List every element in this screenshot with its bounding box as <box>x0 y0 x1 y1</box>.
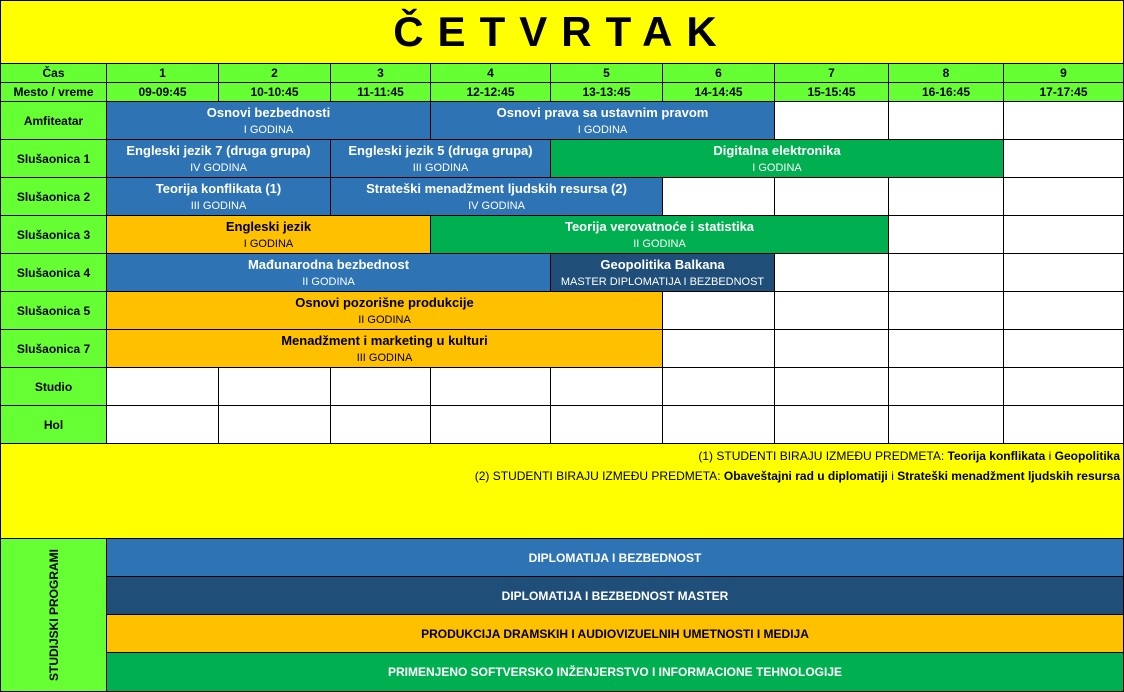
class-year: I GODINA <box>243 124 294 136</box>
empty-slot <box>888 329 1004 368</box>
empty-slot <box>662 367 775 406</box>
room-label: Slušaonica 4 <box>0 253 107 292</box>
empty-slot <box>1003 367 1124 406</box>
slot-time: 11-11:45 <box>330 82 431 102</box>
slot-time: 13-13:45 <box>550 82 663 102</box>
program-legend-item: PRODUKCIJA DRAMSKIH I AUDIOVIZUELNIH UMETNOSTI I MEDIJA <box>106 614 1124 653</box>
empty-slot <box>888 291 1004 330</box>
class-year: I GODINA <box>752 162 802 174</box>
room-label: Hol <box>0 405 107 444</box>
class-name: Engleski jezik <box>225 219 312 234</box>
empty-slot <box>888 101 1004 140</box>
room-label: Slušaonica 7 <box>0 329 107 368</box>
slot-number: 2 <box>218 63 331 83</box>
empty-slot <box>774 405 889 444</box>
empty-slot <box>888 253 1004 292</box>
room-label: Slušaonica 1 <box>0 139 107 178</box>
room-label: Slušaonica 2 <box>0 177 107 216</box>
empty-slot <box>218 367 331 406</box>
class-block[interactable] <box>106 177 331 216</box>
slot-number: 6 <box>662 63 775 83</box>
empty-slot <box>550 405 663 444</box>
empty-slot <box>330 405 431 444</box>
class-year: II GODINA <box>358 314 411 326</box>
empty-slot <box>888 177 1004 216</box>
class-block[interactable] <box>106 329 663 368</box>
note-prefix: (1) STUDENTI BIRAJU IZMEĐU PREDMETA: <box>698 449 948 463</box>
note-connector: i <box>1045 449 1055 463</box>
empty-slot <box>774 329 889 368</box>
empty-slot <box>1003 139 1124 178</box>
header-cas-label: Čas <box>0 63 107 83</box>
class-name: Strateški menadžment ljudskih resursa (2) <box>366 181 627 196</box>
class-year: II GODINA <box>633 238 686 250</box>
empty-slot <box>1003 253 1124 292</box>
class-name: Osnovi prava sa ustavnim pravom <box>496 105 709 120</box>
class-year: IV GODINA <box>468 200 525 212</box>
empty-slot <box>774 101 889 140</box>
header-place-time-label: Mesto / vreme <box>0 82 107 102</box>
class-name: Teorija konflikata (1) <box>155 181 282 196</box>
programs-label <box>0 538 107 692</box>
class-year: III GODINA <box>190 200 247 212</box>
note-subject: Obaveštajni rad u diplomatiji <box>723 469 888 483</box>
class-block[interactable] <box>330 139 551 178</box>
day-title: ČETVRTAK <box>0 0 1124 64</box>
empty-slot <box>1003 101 1124 140</box>
empty-slot <box>774 367 889 406</box>
class-block[interactable] <box>430 101 775 140</box>
slot-number: 4 <box>430 63 551 83</box>
empty-slot <box>888 215 1004 254</box>
note-subject: Geopolitika <box>1054 449 1120 463</box>
class-name: Mađunarodna bezbednost <box>247 257 410 272</box>
slot-number: 7 <box>774 63 889 83</box>
empty-slot <box>1003 329 1124 368</box>
empty-slot <box>1003 177 1124 216</box>
class-name: Engleski jezik 5 (druga grupa) <box>348 143 533 158</box>
class-block[interactable] <box>106 253 551 292</box>
class-name: Geopolitika Balkana <box>600 257 725 272</box>
slot-number: 5 <box>550 63 663 83</box>
class-year: I GODINA <box>243 238 294 250</box>
program-legend-item: PRIMENJENO SOFTVERSKO INŽENJERSTVO I INFORMACIONE TEHNOLOGIJE <box>106 652 1124 692</box>
empty-slot <box>550 367 663 406</box>
empty-slot <box>774 291 889 330</box>
class-block[interactable] <box>330 177 663 216</box>
slot-time: 09-09:45 <box>106 82 219 102</box>
class-name: Menadžment i marketing u kulturi <box>281 333 488 348</box>
class-year: I GODINA <box>577 124 628 136</box>
slot-time: 14-14:45 <box>662 82 775 102</box>
class-name: Teorija verovatnoće i statistika <box>564 219 755 234</box>
slot-time: 12-12:45 <box>430 82 551 102</box>
class-year: II GODINA <box>302 276 355 288</box>
empty-slot <box>430 405 551 444</box>
slot-time: 15-15:45 <box>774 82 889 102</box>
empty-slot <box>774 177 889 216</box>
class-block[interactable] <box>430 215 889 254</box>
empty-slot <box>330 367 431 406</box>
room-label: Amfiteatar <box>0 101 107 140</box>
room-label: Slušaonica 5 <box>0 291 107 330</box>
empty-slot <box>1003 291 1124 330</box>
empty-slot <box>774 253 889 292</box>
class-year: III GODINA <box>412 162 469 174</box>
empty-slot <box>662 177 775 216</box>
note-prefix: (2) STUDENTI BIRAJU IZMEĐU PREDMETA: <box>474 469 724 483</box>
class-block[interactable] <box>106 101 431 140</box>
empty-slot <box>1003 405 1124 444</box>
note-line <box>1 446 1120 466</box>
empty-slot <box>1003 215 1124 254</box>
program-legend-item: DIPLOMATIJA I BEZBEDNOST <box>106 538 1124 577</box>
class-block[interactable] <box>106 139 331 178</box>
programs-label-text: STUDIJSKI PROGRAMI <box>46 548 61 682</box>
slot-number: 9 <box>1003 63 1124 83</box>
slot-number: 8 <box>888 63 1004 83</box>
class-block[interactable] <box>550 253 775 292</box>
empty-slot <box>662 329 775 368</box>
note-subject: Teorija konflikata <box>947 449 1046 463</box>
class-block[interactable] <box>106 215 431 254</box>
room-label: Slušaonica 3 <box>0 215 107 254</box>
empty-slot <box>662 291 775 330</box>
note-line <box>1 466 1120 486</box>
note-subject: Strateški menadžment ljudskih resursa <box>897 469 1120 483</box>
slot-time: 17-17:45 <box>1003 82 1124 102</box>
room-label: Studio <box>0 367 107 406</box>
class-name: Osnovi pozorišne produkcije <box>295 295 474 310</box>
class-year: MASTER DIPLOMATIJA I BEZBEDNOST <box>560 276 765 288</box>
slot-time: 16-16:45 <box>888 82 1004 102</box>
class-name: Osnovi bezbednosti <box>206 105 331 120</box>
class-name: Digitalna elektronika <box>713 143 841 158</box>
empty-slot <box>430 367 551 406</box>
program-legend-item: DIPLOMATIJA I BEZBEDNOST MASTER <box>106 576 1124 615</box>
slot-number: 1 <box>106 63 219 83</box>
class-year: IV GODINA <box>190 162 247 174</box>
slot-number: 3 <box>330 63 431 83</box>
class-block[interactable] <box>550 139 1004 178</box>
class-block[interactable] <box>106 291 663 330</box>
note-connector: i <box>887 469 898 483</box>
empty-slot <box>888 405 1004 444</box>
class-year: III GODINA <box>356 352 413 364</box>
empty-slot <box>662 405 775 444</box>
class-name: Engleski jezik 7 (druga grupa) <box>126 143 311 158</box>
slot-time: 10-10:45 <box>218 82 331 102</box>
empty-slot <box>106 367 219 406</box>
empty-slot <box>888 367 1004 406</box>
empty-slot <box>218 405 331 444</box>
empty-slot <box>106 405 219 444</box>
notes-section <box>0 443 1124 539</box>
